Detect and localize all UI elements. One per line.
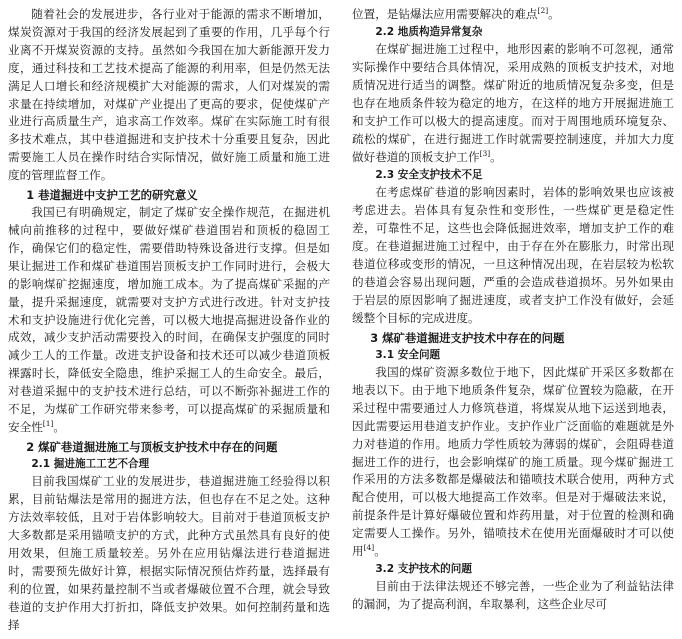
subsection-2-2-end: 。 bbox=[490, 149, 502, 164]
section-1-heading: 1 巷道掘进中支护工艺的研究意义 bbox=[26, 188, 198, 203]
continued-text: 位置，是钻爆法应用需要解决的难点 bbox=[352, 7, 538, 21]
continued-paragraph bbox=[352, 6, 674, 24]
citation-4: [4] bbox=[363, 543, 375, 553]
citation-2: [2] bbox=[537, 6, 549, 16]
right-column bbox=[352, 6, 674, 614]
subsection-3-2-paragraph: 目前由于法律法规还不够完善，一些企业为了利益钻法律的漏洞，为了提高利润，牟取暴利，这些企业尽可 bbox=[352, 579, 674, 612]
subsection-3-1-heading: 3.1 安全问题 bbox=[375, 348, 441, 361]
citation-3: [3] bbox=[479, 148, 491, 158]
section-1-paragraph bbox=[8, 204, 330, 437]
subsection-3-2-heading: 3.2 支护技术的问题 bbox=[375, 562, 472, 575]
left-column bbox=[8, 6, 330, 635]
intro-paragraph: 随着社会的发展进步，各行业对于能源的需求不断增加，煤炭资源对于我国的经济发展起到了重要的作用，几乎每个行业离不开煤炭资源的支持。虽然如今我国在加大新能源开发力度，通过科技和工艺技术提高了能源的利用率，但是仍然无法满足人口增长和经济规模扩大对能源的需求，人们对煤炭的需求量在持续增加，对煤矿产业提出了更高的要求，促使煤矿产业进行高质量生产，追求高工作效率。煤矿在实际施工时有很多技术难点，其中巷道掘进和支护技术十分重要且复杂，因此需要施工人员在操作时结合实际情况，做好施工质量和施工进度的管理监督工作。 bbox=[8, 7, 330, 183]
subsection-2-3-paragraph: 在考虑煤矿巷道的影响因素时，岩体的影响效果也应该被考虑进去。岩体具有复杂性和变形性，一些煤矿更是稳定性差，可靠性不足，这些也会降低掘进效率，增加支护工作的难度。在巷道掘进施工过程中，由于存在外在膨胀力，时常出现巷道位移或变形的情况，一旦这种情况出现，在岩层较为松软的巷道会容易出现问题，严重的会造成巷道损坏。另外如果由于岩层的原因影响了掘进速度，或者支护工作没有做好，会延缓整个目标的完成进度。 bbox=[352, 185, 674, 325]
citation-1: [1] bbox=[42, 419, 54, 429]
subsection-2-1-heading: 2.1 掘进施工工艺不合理 bbox=[31, 457, 150, 470]
subsection-2-2-paragraph bbox=[352, 41, 674, 166]
section-1-text: 我国已有明确规定，制定了煤矿安全操作规范，在掘进机械向前推移的过程中，要做好煤矿巷道围岩和顶板的稳固工作，确保它们的稳定性，需要借助特殊设备进行支撑。但是如果让掘进工作和煤矿巷道围岩顶板支护工作同时进行，会极大的影响煤矿挖掘速度，增加施工成本。为了提高煤矿采掘的产量，提升采掘速度，就需要对支护方式进行改进。针对支护技术和支护设施进行优化完善，可以极大地提高掘进设备作业的成效，减少支护活动需要投入的时间，在确保支护强度的同时减少工人的工作量。改进支护设备和技术还可以减少巷道顶板裸露时长，降低安全隐患，维护采掘工人的生命安全。最后，对巷道采掘中的支护技术进行总结，可以不断弥补掘进工作的不足，为煤矿工作研究带来参考，可以提高煤矿的采掘质量和安全性 bbox=[8, 205, 330, 434]
subsection-3-1-paragraph bbox=[352, 364, 674, 561]
subsection-2-2-text: 在煤矿掘进施工过程中，地形因素的影响不可忽视，通常实际操作中要结合具体情况，采用成熟的顶板支护技术，对地质情况进行适当的调整。煤矿附近的地质情况复杂多变，但是也存在地质条件较为稳定的地方，在这样的地方开展掘进施工和支护工作可以极大的提高速度。而对于周围地质环境复杂、疏松的煤矿，在进行掘进工作时就需要控制速度，并加大力度做好巷道的顶板支护工作 bbox=[352, 42, 674, 164]
subsection-3-1-text: 我国的煤矿资源多数位于地下，因此煤矿开采区多数都在地表以下。由于地下地质条件复杂，煤矿位置较为隐蔽，在开采过程中需要通过人力修筑巷道，将煤炭从地下运送到地表，因此需要运用巷道支护作业。支护作业广泛面临的难题就是外力对巷道的作用。地质力学性质较为薄弱的煤矿，会阻碍巷道掘进工作的进行，也会影响煤矿的施工质量。现今煤矿掘进工作采用的方法多数都是爆破法和锚喷技术联合使用，两种方式配合使用，可以极大地提高工作效率。但是对于爆破法来说，前提条件是计算好爆破位置和炸药用量，对于位置的检测和确定需要人工操作。另外，锚喷技术在使用光面爆破时才可以使用 bbox=[352, 365, 674, 559]
subsection-2-1-paragraph: 目前我国煤矿工业的发展进步，巷道掘进施工经验得以积累，目前钻爆法是常用的掘进方法，但也存在不足之处。这种方法效率较低，且对于岩体影响较大。目前对于巷道顶板支护大多数都是采用锚喷支护的方式，此种方式虽然具有良好的使用效果，但施工质量较差。另外在应用钻爆法进行巷道掘进时，需要预先做好计算，根据实际情况预估炸药量，选择最有利的位置，如果药量控制不当或者爆破位置不合理，就会导致巷道的支护作用大打折扣，降低支护效果。如何控制药量和选择 bbox=[8, 474, 330, 632]
subsection-2-2-heading: 2.2 地质构造异常复杂 bbox=[375, 25, 483, 38]
section-1-end: 。 bbox=[53, 419, 66, 434]
subsection-2-3-heading: 2.3 安全支护技术不足 bbox=[375, 168, 483, 181]
section-3-heading: 3 煤矿巷道掘进支护技术中存在的问题 bbox=[370, 330, 565, 345]
continued-end: 。 bbox=[548, 7, 560, 21]
section-2-heading: 2 煤矿巷道掘进施工与顶板支护技术中存在的问题 bbox=[26, 439, 278, 454]
subsection-3-1-end: 。 bbox=[374, 544, 386, 559]
